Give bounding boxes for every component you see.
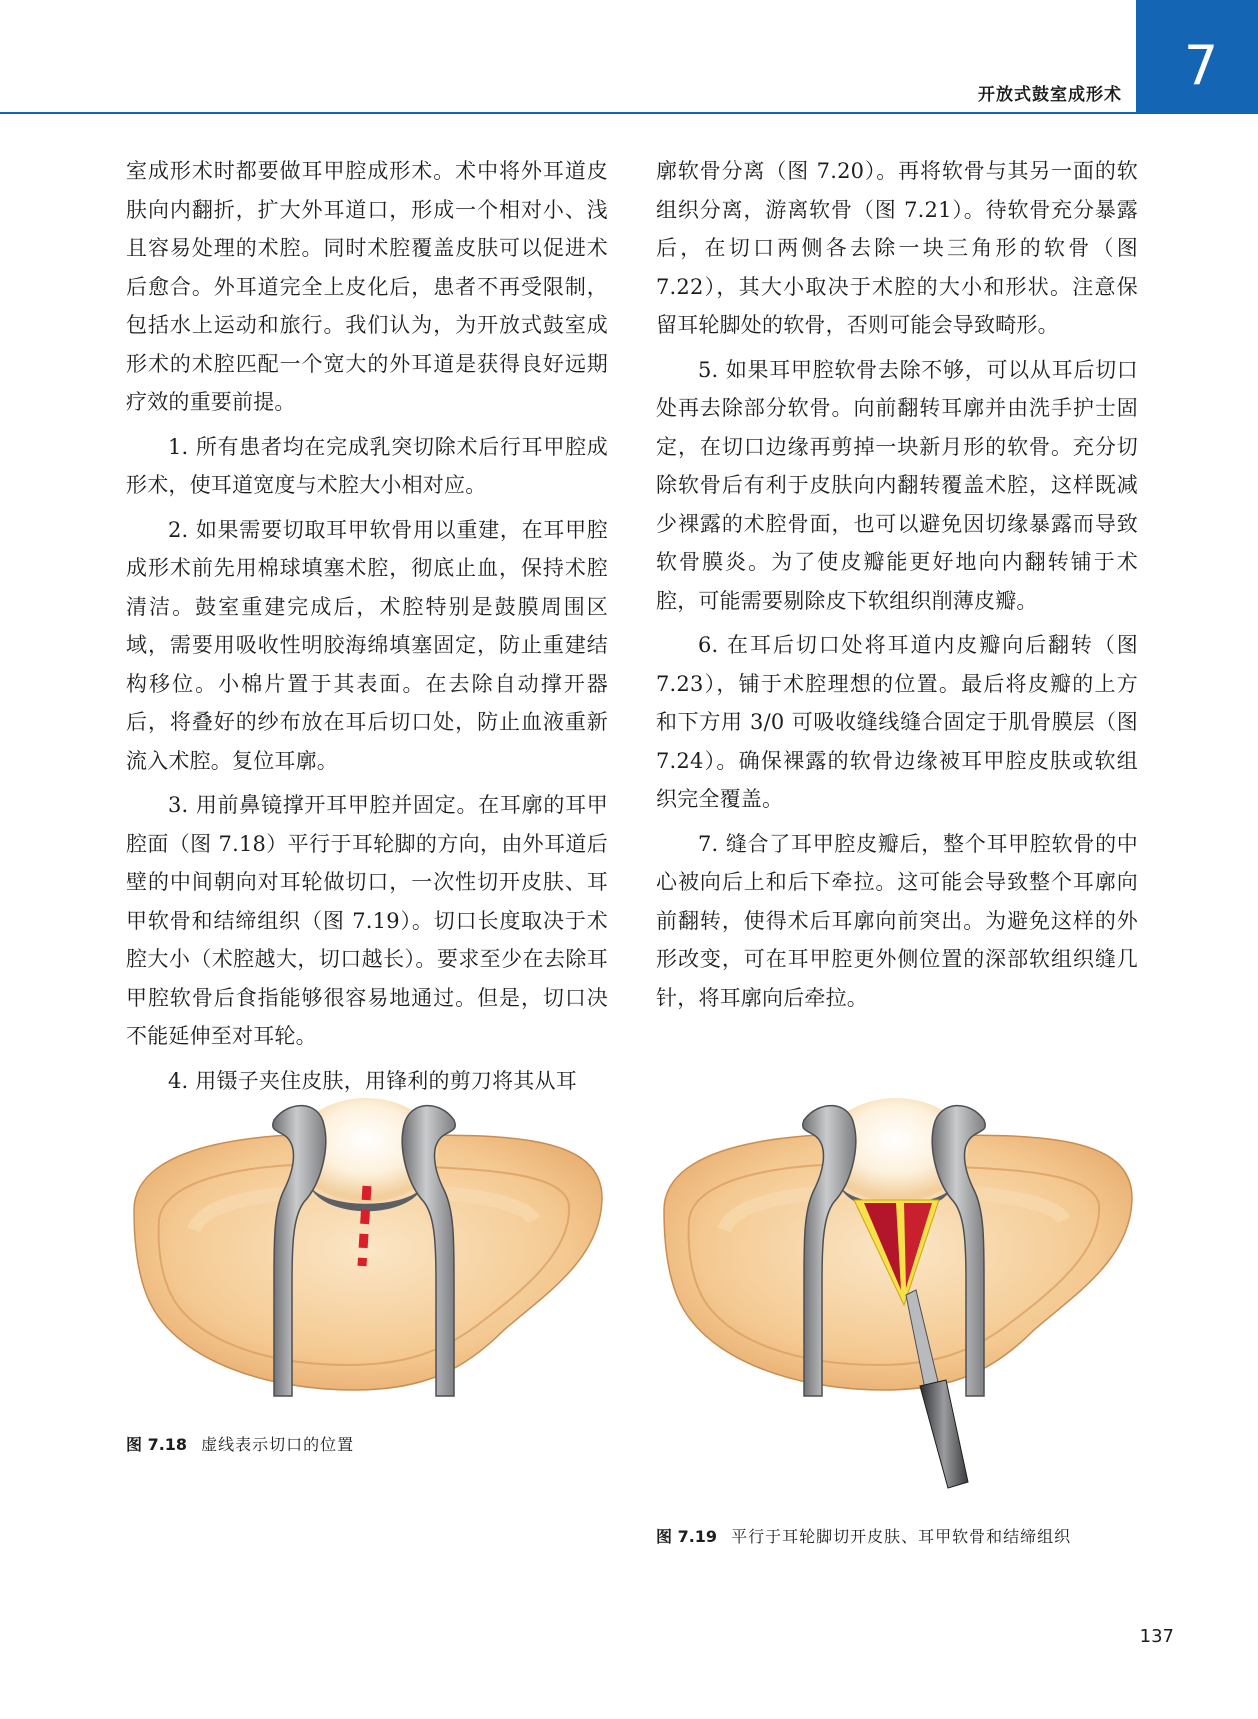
figure-caption-7-19 [656, 1524, 1071, 1547]
figure-number: 图 7.18 [126, 1435, 188, 1454]
running-header-title: 开放式鼓室成形术 [978, 85, 1122, 105]
figure-number: 图 7.19 [656, 1527, 718, 1546]
paragraph: 7. 缝合了耳甲腔皮瓣后，整个耳甲腔软骨的中心被向后上和后下牵拉。这可能会导致整个耳廓向前翻转，使得术后耳廓向前突出。为避免这样的外形改变，可在耳甲腔更外侧位置的深部软组织缝几针，将耳廓向后牵拉。 [656, 831, 1138, 1010]
figure-caption-7-18 [126, 1432, 354, 1455]
page-number: 137 [1139, 1626, 1174, 1647]
left-text-column [126, 152, 608, 1100]
paragraph: 6. 在耳后切口处将耳道内皮瓣向后翻转（图 7.23），铺于术腔理想的位置。最后将皮瓣的上方和下方用 3/0 可吸收缝线缝合固定于肌骨膜层（图 7.24）。确保裸露的软骨边缘被耳甲腔皮肤或软组织完全覆盖。 [656, 633, 1138, 811]
figure-7-19 [654, 1090, 1144, 1530]
paragraph: 3. 用前鼻镜撑开耳甲腔并固定。在耳廓的耳甲腔面（图 7.18）平行于耳轮脚的方向，由外耳道后壁的中间朝向对耳轮做切口，一次性切开皮肤、耳甲软骨和结缔组织（图 7.19）。切口长度取决于术腔大小（术腔越大，切口越长）。要求至少在去除耳甲腔软骨后食指能够很容易地通过。但是，切口决不能延伸至对耳轮。 [126, 793, 608, 1048]
scalpel-handle [920, 1380, 968, 1488]
paragraph: 1. 所有患者均在完成乳突切除术后行耳甲腔成形术，使耳道宽度与术腔大小相对应。 [126, 434, 608, 497]
figure-caption-text: 虚线表示切口的位置 [201, 1435, 355, 1454]
header-rule [0, 112, 1136, 114]
paragraph: 2. 如果需要切取耳甲软骨用以重建，在耳甲腔成形术前先用棉球填塞术腔，彻底止血，保持术腔清洁。鼓室重建完成后，术腔特别是鼓膜周围区域，需要用吸收性明胶海绵填塞固定，防止重建结构移位。小棉片置于其表面。在去除自动撑开器后，将叠好的纱布放在耳后切口处，防止血液重新流入术腔。复位耳廓。 [126, 517, 608, 773]
ear-incision-illustration [124, 1090, 608, 1420]
chapter-tab [1136, 0, 1258, 114]
paragraph: 廓软骨分离（图 7.20）。再将软骨与其另一面的软组织分离，游离软骨（图 7.21）。待软骨充分暴露后，在切口两侧各去除一块三角形的软骨（图 7.22），其大小取决于术腔的大小和形状。注意保留耳轮脚处的软骨，否则可能会导致畸形。 [656, 159, 1138, 337]
paragraph: 4. 用镊子夹住皮肤，用锋利的剪刀将其从耳 [168, 1068, 577, 1093]
ear-cartilage-cut-illustration [654, 1090, 1144, 1510]
figure-caption-text: 平行于耳轮脚切开皮肤、耳甲软骨和结缔组织 [731, 1527, 1072, 1546]
chapter-number: 7 [1183, 34, 1219, 97]
figure-7-18 [124, 1090, 608, 1470]
paragraph: 5. 如果耳甲腔软骨去除不够，可以从耳后切口处再去除部分软骨。向前翻转耳廓并由洗手护士固定，在切口边缘再剪掉一块新月形的软骨。充分切除软骨后有利于皮肤向内翻转覆盖术腔，这样既减少裸露的术腔骨面，也可以避免因切缘暴露而导致软骨膜炎。为了使皮瓣能更好地向内翻转铺于术腔，可能需要剔除皮下软组织削薄皮瓣。 [656, 357, 1138, 613]
paragraph: 室成形术时都要做耳甲腔成形术。术中将外耳道皮肤向内翻折，扩大外耳道口，形成一个相对小、浅且容易处理的术腔。同时术腔覆盖皮肤可以促进术后愈合。外耳道完全上皮化后，患者不再受限制，包括水上运动和旅行。我们认为，为开放式鼓室成形术的术腔匹配一个宽大的外耳道是获得良好远期疗效的重要前提。 [126, 159, 608, 414]
right-text-column [656, 152, 1138, 1017]
